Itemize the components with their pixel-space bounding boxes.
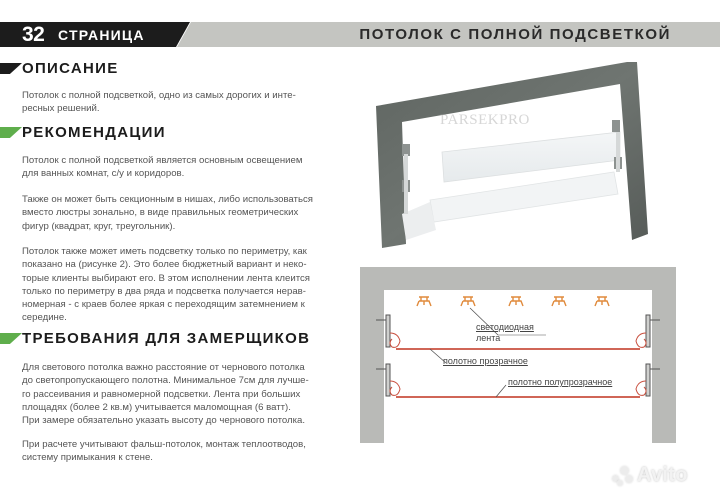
text-line: Потолок с полной подсветкой, одно из самых дорогих и инте- bbox=[22, 90, 296, 101]
transparent-canvas-label: полотно прозрачное bbox=[443, 356, 528, 366]
text-line: го рассеивания и равномерной подсветки. Лента при больших bbox=[22, 388, 301, 400]
avito-watermark bbox=[612, 464, 688, 487]
text-line: систему примыкания к стене. bbox=[22, 452, 153, 464]
text-line: Потолок с полной подсветкой является основным освещением bbox=[22, 155, 303, 166]
ceiling-3d-render bbox=[372, 62, 662, 252]
translucent-canvas-label: полотно полупрозрачное bbox=[508, 377, 613, 387]
text-line: Также он может быть секционным в нишах, либо использоваться bbox=[22, 194, 313, 205]
led-strip-label-2: лента bbox=[476, 333, 501, 343]
text-line: показано на (рисунке 2). Это более бюджетный вариант и неко- bbox=[22, 259, 307, 271]
ceiling-cross-section-diagram bbox=[358, 265, 678, 445]
text-line: номерная - с краев более яркая с переходящим затемнением к bbox=[22, 299, 305, 311]
avito-wordmark: Avito bbox=[637, 464, 688, 486]
recommendations-paragraph-2 bbox=[22, 193, 342, 233]
led-strip-label: светодиодная bbox=[476, 322, 534, 332]
page-number: 32 bbox=[22, 23, 45, 46]
text-line: фигур (квадрат, круг, треугольник). bbox=[22, 220, 176, 232]
section-title: РЕКОМЕНДАЦИИ bbox=[22, 124, 166, 141]
text-line: Для светового потолка важно расстояние от чернового потолка bbox=[22, 362, 305, 373]
text-line: торые клиенты выбирают его. В этом исполнении лента клеится bbox=[22, 272, 310, 284]
description-paragraph bbox=[22, 89, 342, 116]
text-line: до светопропускающего полотна. Минимальное 7см для лучше- bbox=[22, 375, 309, 387]
recommendations-paragraph-3 bbox=[22, 245, 342, 325]
section-marker-icon bbox=[0, 127, 22, 138]
avito-logo-icon bbox=[612, 466, 634, 486]
text-line: для ванных комнат, с/у и коридоров. bbox=[22, 168, 185, 180]
text-line: ресных решений. bbox=[22, 103, 100, 115]
text-line: Потолок также может иметь подсветку только по периметру, как bbox=[22, 246, 307, 257]
page-word: СТРАНИЦА bbox=[58, 27, 145, 43]
section-marker-icon bbox=[0, 333, 22, 344]
requirements-paragraph-2 bbox=[22, 438, 342, 465]
text-line: середине. bbox=[22, 312, 67, 324]
page-title: ПОТОЛОК С ПОЛНОЙ ПОДСВЕТКОЙ bbox=[359, 26, 671, 43]
recommendations-paragraph-1 bbox=[22, 154, 342, 181]
page-header bbox=[0, 22, 720, 47]
text-line: При расчете учитывают фальш-потолок, монтаж теплоотводов, bbox=[22, 439, 306, 450]
text-line: только по периметру в два ряда и подсветка получается нерав- bbox=[22, 285, 306, 297]
section-title: ОПИСАНИЕ bbox=[22, 60, 119, 77]
text-line: площадях (более 2 кв.м) учитывается маломощная (6 ватт). bbox=[22, 401, 291, 413]
section-title: ТРЕБОВАНИЯ ДЛЯ ЗАМЕРЩИКОВ bbox=[22, 330, 311, 347]
text-line: При замере обязательно указать высоту до чернового потолка. bbox=[22, 415, 306, 427]
text-line: вместо люстры зонально, в виде правильных геометрических bbox=[22, 207, 299, 219]
section-marker-icon bbox=[0, 63, 22, 74]
parsekpro-watermark: PARSEKPRO bbox=[440, 112, 530, 128]
requirements-paragraph-1 bbox=[22, 361, 342, 427]
